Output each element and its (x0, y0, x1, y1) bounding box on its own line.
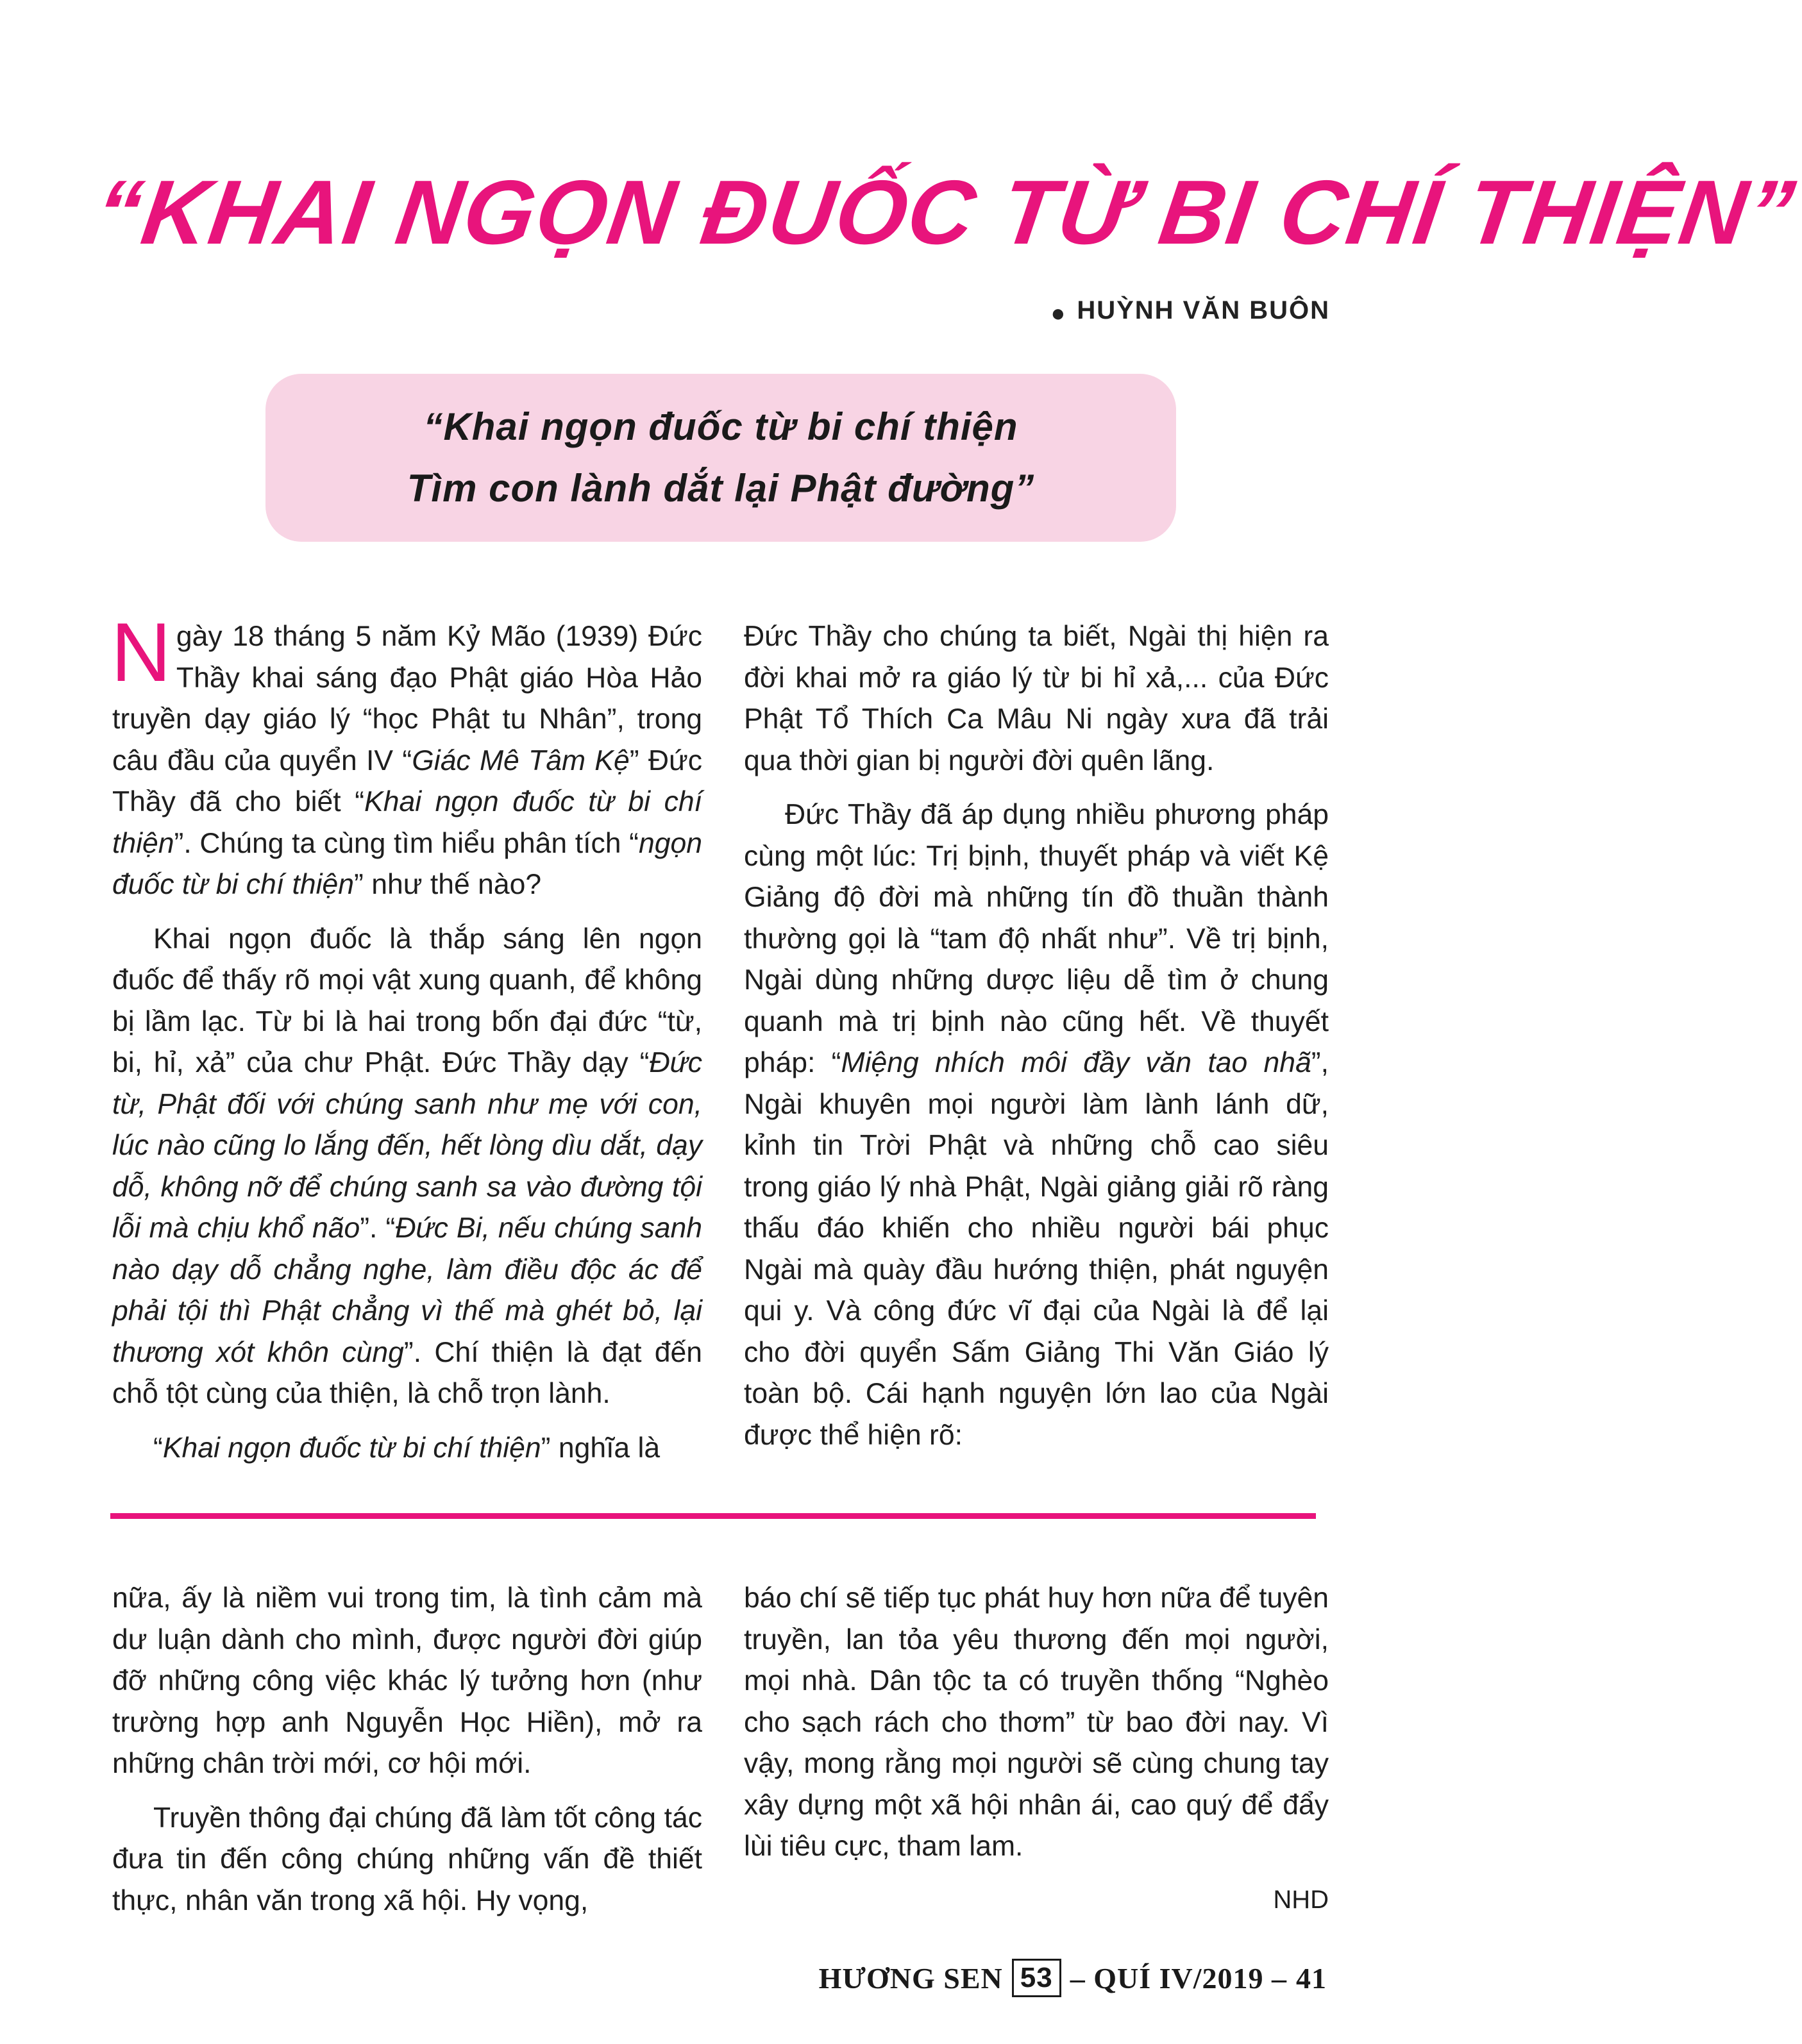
issue-number: 53 (1012, 1959, 1061, 1997)
quoted-verse: Khai ngọn đuốc từ bi chí thiện (112, 786, 702, 859)
text-run: “ (153, 1432, 163, 1464)
paragraph-intro (111, 605, 702, 906)
article-column-right (744, 616, 1329, 1469)
paragraph-prev-2: Truyền thông đại chúng đã làm tốt công tác đưa tin đến công chúng những vấn đề thiết thực, nhân văn trong xã hội. Hy vọng, (112, 1802, 702, 1916)
bullet-icon: ● (1050, 300, 1067, 327)
quoted-teaching: Đức từ, Phật đối với chúng sanh như mẹ với con, lúc nào cũng lo lắng đến, hết lòng dìu dắt, dạy dỗ, không nỡ để chúng sanh sa vào đường tội lỗi mà chịu khổ não (112, 1047, 702, 1244)
paragraph-methods (744, 794, 1329, 1456)
text-run: gày 18 tháng 5 năm Kỷ Mão (1939) Đức Thầy khai sáng đạo Phật giáo Hòa Hảo truyền dạy giáo lý “học Phật tu Nhân”, trong câu đầu của quyển IV “ (112, 621, 702, 776)
epigraph-line-1: “Khai ngọn đuốc từ bi chí thiện (423, 405, 1018, 448)
paragraph-continued: Đức Thầy cho chúng ta biết, Ngài thị hiện ra đời khai mở ra giáo lý từ bi hỉ xả,... của Đức Phật Tổ Thích Ca Mâu Ni ngày xưa đã trải qua thời gian bị người đời quên lãng. (744, 621, 1329, 776)
text-run: ”. Chí thiện là đạt đến chỗ tột cùng của thiện, là chỗ trọn lành. (112, 1336, 702, 1409)
quoted-verse: Khai ngọn đuốc từ bi chí thiện (162, 1432, 541, 1464)
text-run: Khai ngọn đuốc là thắp sáng lên ngọn đuốc để thấy rõ mọi vật xung quanh, để không bị lầm lạc. Từ bi là hai trong bốn đại đức “từ, bi, hỉ, xả” của chư Phật. Đức Thầy dạy “ (112, 923, 702, 1078)
book-title: Giác Mê Tâm Kệ (412, 744, 630, 776)
quoted-teaching: Đức Bi, nếu chúng sanh nào dạy dỗ chẳng nghe, làm điều độc ác để phải tội thì Phật chẳng vì thế mà ghét bỏ, lại thương xót khôn cùng (112, 1212, 702, 1368)
text-run: ” Đức Thầy đã cho biết “ (112, 744, 702, 817)
previous-article-column-left (112, 1578, 702, 1934)
text-run: Đức Thầy đã áp dụng nhiều phương pháp cùng một lúc: Trị bịnh, thuyết pháp và viết Kệ Giảng độ đời mà những tín đồ thuần thành thường gọi là “tam độ nhất như”. Về trị bịnh, Ngài dùng những dược liệu dễ tìm ở chung quanh mà trị bịnh nào cũng hết. Về thuyết pháp: “ (744, 799, 1329, 1078)
text-run: ”, Ngài khuyên mọi người làm lành lánh dữ, kỉnh tin Trời Phật và những chỗ cao siêu trong giáo lý nhà Phật, Ngài giảng giải rõ ràng thấu đáo khiến cho nhiều người bái phục Ngài mà quày đầu hướng thiện, phát nguyện qui y. Và công đức vĩ đại của Ngài là để lại cho đời quyển Sấm Giảng Thi Văn Giáo lý toàn bộ. Cái hạnh nguyện lớn lao của Ngài được thể hiện rõ: (744, 1047, 1329, 1451)
text-run: ”. “ (360, 1212, 396, 1244)
drop-cap: N (111, 605, 171, 699)
previous-article-column-right (744, 1578, 1329, 1919)
article-title: “KHAI NGỌN ĐUỐC TỪ BI CHÍ THIỆN” (88, 162, 1802, 264)
text-run: ”. Chúng ta cùng tìm hiểu phân tích “ (174, 827, 639, 859)
text-run: ” như thế nào? (354, 869, 542, 900)
page-number: 41 (1296, 1961, 1327, 1995)
author-byline (1050, 296, 1330, 328)
issue-period: – QUÍ IV/2019 – (1070, 1961, 1287, 1995)
paragraph-meaning (112, 1428, 702, 1470)
author-name: HUỲNH VĂN BUÔN (1077, 296, 1330, 324)
paragraph-prev-1: nữa, ấy là niềm vui trong tim, là tình cảm mà dư luận dành cho mình, được người đời giúp đỡ những công việc khác lý tưởng hơn (như trường hợp anh Nguyễn Học Hiền), mở ra những chân trời mới, cơ hội mới. (112, 1582, 702, 1779)
epigraph-line-2: Tìm con lành dắt lại Phật đường” (407, 467, 1035, 510)
text-run: ” nghĩa là (541, 1432, 661, 1464)
paragraph-prev-3: báo chí sẽ tiếp tục phát huy hơn nữa để tuyên truyền, lan tỏa yêu thương đến mọi người, mọi nhà. Dân tộc ta có truyền thống “Nghèo cho sạch rách cho thơm” từ bao đời nay. Vì vậy, mong rằng mọi người sẽ cùng chung tay xây dựng một xã hội nhân ái, cao quý để đẩy lùi tiêu cực, tham lam. (744, 1582, 1329, 1862)
page-footer (819, 1959, 1327, 1997)
article-column-left (111, 605, 702, 1482)
magazine-name: HƯƠNG SEN (818, 1961, 1003, 1995)
signature: NHD (1273, 1885, 1329, 1914)
quoted-phrase: ngọn đuốc từ bi chí thiện (112, 827, 702, 900)
quoted-verse: Miệng nhích môi đầy văn tao nhã (841, 1047, 1311, 1078)
paragraph-definition (112, 919, 702, 1415)
section-divider (110, 1513, 1316, 1519)
epigraph-quote-box (265, 374, 1176, 542)
